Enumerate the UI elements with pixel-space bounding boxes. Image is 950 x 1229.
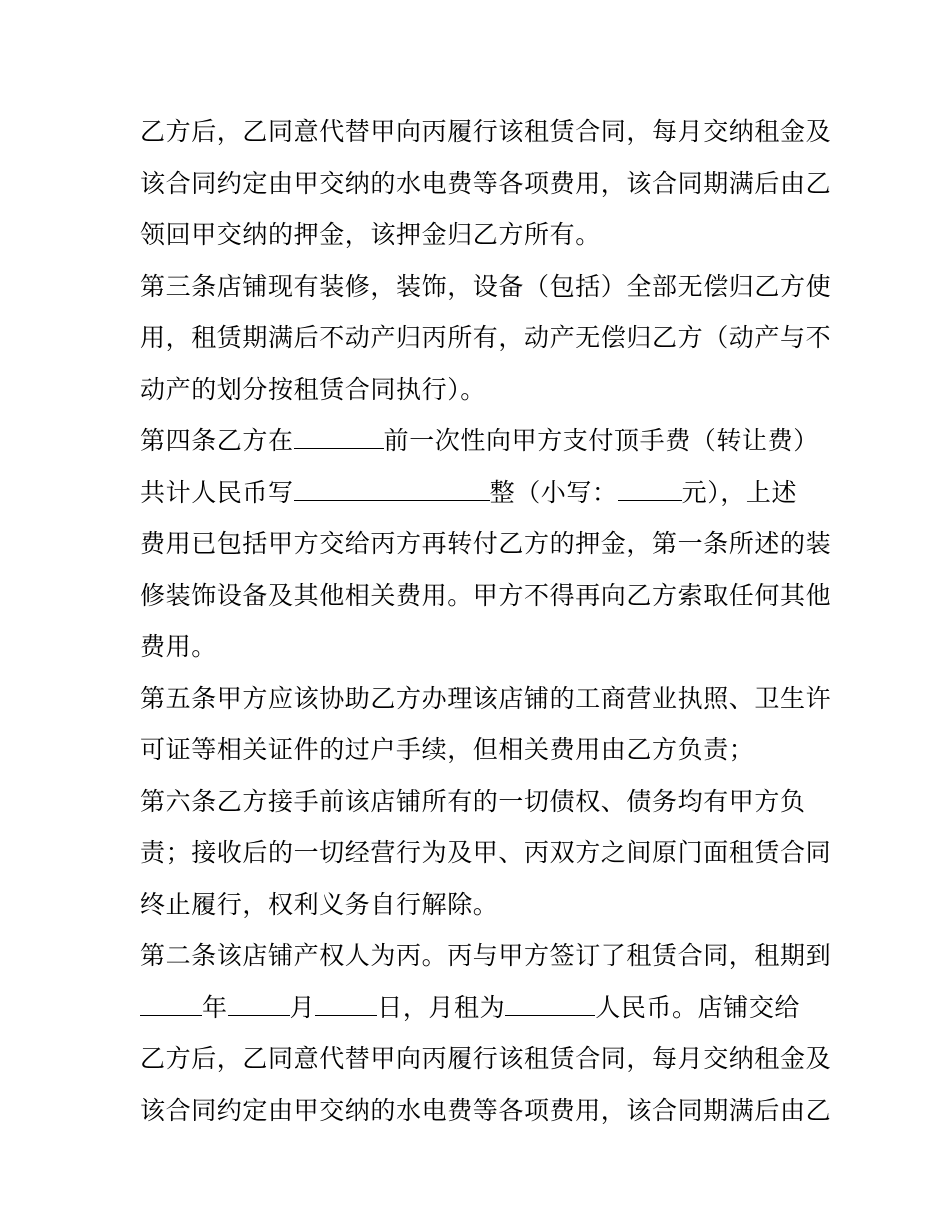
text-line: 该合同约定由甲交纳的水电费等各项费用，该合同期满后由乙: [140, 168, 832, 198]
text-line: 费用已包括甲方交给丙方再转付乙方的押金，第一条所述的装: [140, 529, 832, 558]
text-line: 领回甲交纳的押金，该押金归乙方所有。: [140, 220, 601, 249]
text-segment: 第四条乙方在: [140, 426, 294, 455]
blank-rent-field: [505, 995, 595, 1016]
text-segment: 整（小写：: [489, 477, 618, 507]
blank-month-field: [228, 995, 290, 1016]
text-line: 终止履行，权利义务自行解除。: [140, 889, 499, 919]
blank-amount-uppercase-field: [294, 480, 490, 501]
blank-date-field: [294, 428, 384, 449]
text-line-amount: [140, 467, 812, 519]
text-line: 乙方后，乙同意代替甲向丙履行该租赁合同，每月交纳租金及: [140, 1044, 832, 1073]
text-line: 用，租赁期满后不动产归丙所有，动产无偿归乙方（动产与不: [140, 323, 832, 352]
text-line: 第五条甲方应该协助乙方办理该店铺的工商营业执照、卫生许: [140, 683, 832, 713]
blank-day-field: [315, 995, 377, 1016]
text-segment: 年: [202, 992, 228, 1022]
text-line: 第三条店铺现有装修，装饰，设备（包括）全部无偿归乙方使: [140, 271, 832, 301]
text-line: 动产的划分按租赁合同执行）。: [140, 374, 486, 404]
text-line: 第二条该店铺产权人为丙。丙与甲方签订了租赁合同，租期到: [140, 941, 832, 970]
text-line: 乙方后，乙同意代替甲向丙履行该租赁合同，每月交纳租金及: [140, 117, 832, 146]
text-line: 修装饰设备及其他相关费用。甲方不得再向乙方索取任何其他: [140, 580, 832, 610]
text-line-article-4: [140, 415, 819, 467]
text-line: 可证等相关证件的过户手续，但相关费用由乙方负责；: [140, 735, 755, 764]
text-line: 费用。: [140, 632, 217, 661]
text-segment: 元），上述: [681, 477, 798, 507]
text-segment: 人民币。店铺交给: [595, 992, 801, 1022]
text-line-lease-date: [140, 982, 812, 1034]
contract-body: [140, 106, 832, 1136]
text-line: 责；接收后的一切经营行为及甲、丙双方之间原门面租赁合同: [140, 838, 832, 867]
blank-amount-lowercase-field: [618, 480, 682, 501]
text-segment: 共计人民币写: [140, 477, 294, 507]
text-segment: 日，月租为: [377, 992, 506, 1022]
text-line: 该合同约定由甲交纳的水电费等各项费用，该合同期满后由乙: [140, 1095, 832, 1125]
text-segment: 前一次性向甲方支付顶手费（转让费）: [383, 426, 819, 455]
text-line: 第六条乙方接手前该店铺所有的一切债权、债务均有甲方负: [140, 786, 806, 816]
text-segment: 月: [289, 992, 316, 1022]
blank-year-field: [140, 995, 202, 1016]
